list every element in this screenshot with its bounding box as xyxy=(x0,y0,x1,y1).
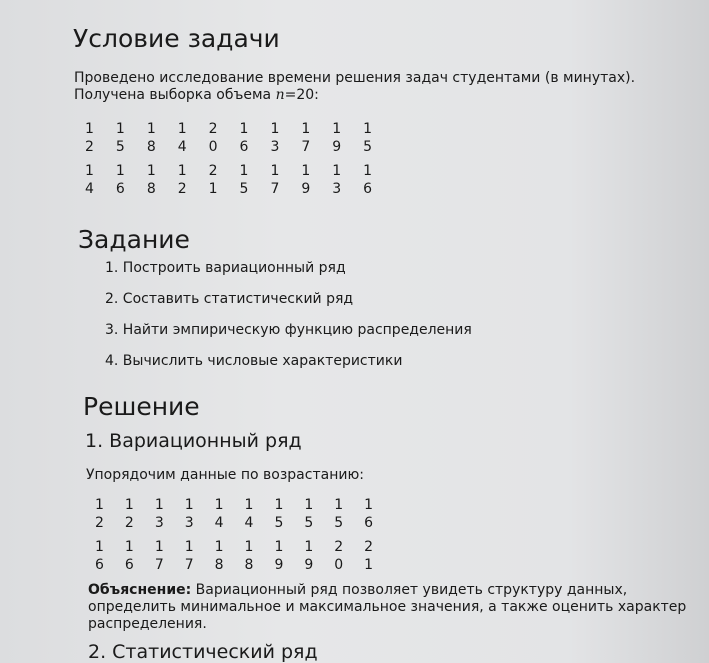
number-cell: 15 xyxy=(304,497,314,531)
number-cell: 19 xyxy=(274,539,284,573)
task-item: 1. Построить вариационный ряд xyxy=(105,260,346,276)
sample-table xyxy=(85,120,372,198)
task-item: 4. Вычислить числовые характеристики xyxy=(105,353,403,369)
number-cell: 15 xyxy=(334,497,344,531)
number-cell: 19 xyxy=(332,121,342,155)
number-cell: 14 xyxy=(214,497,224,531)
task-item: 2. Составить статистический ряд xyxy=(105,291,354,307)
number-cell: 21 xyxy=(364,539,374,573)
condition-text xyxy=(74,70,709,104)
section-statistical-series: 2. Статистический ряд xyxy=(88,641,318,663)
number-cell: 20 xyxy=(208,121,218,155)
number-cell: 14 xyxy=(244,497,254,531)
number-cell: 15 xyxy=(115,121,125,155)
number-cell: 14 xyxy=(85,163,94,197)
number-cell: 12 xyxy=(85,121,94,155)
number-cell: 16 xyxy=(95,539,104,573)
number-cell: 12 xyxy=(177,163,187,197)
number-cell: 19 xyxy=(304,539,314,573)
number-row xyxy=(95,496,373,532)
n-label: n xyxy=(275,87,285,103)
task-title: Задание xyxy=(78,225,190,254)
number-cell: 17 xyxy=(154,539,164,573)
number-cell: 19 xyxy=(301,163,311,197)
task-list xyxy=(105,260,472,384)
number-cell: 16 xyxy=(363,163,373,197)
sort-intro: Упорядочим данные по возрастанию: xyxy=(86,467,364,483)
number-cell: 12 xyxy=(124,497,134,531)
number-row xyxy=(85,120,372,156)
explanation-label: Объяснение: xyxy=(88,582,192,598)
number-cell: 18 xyxy=(146,163,156,197)
number-row xyxy=(95,538,373,574)
number-cell: 18 xyxy=(214,539,224,573)
n-value: =20: xyxy=(284,87,319,103)
condition-title: Условие задачи xyxy=(73,24,280,53)
number-cell: 17 xyxy=(301,121,311,155)
number-cell: 13 xyxy=(154,497,164,531)
number-cell: 13 xyxy=(270,121,280,155)
condition-line1: Проведено исследование времени решения задач студентами (в минутах). xyxy=(74,70,636,86)
number-cell: 15 xyxy=(274,497,284,531)
number-cell: 13 xyxy=(332,163,342,197)
number-cell: 17 xyxy=(184,539,194,573)
number-row xyxy=(85,162,372,198)
explanation xyxy=(88,582,688,633)
number-cell: 15 xyxy=(239,163,249,197)
number-cell: 16 xyxy=(115,163,125,197)
task-item: 3. Найти эмпирическую функцию распределения xyxy=(105,322,472,338)
number-cell: 21 xyxy=(208,163,218,197)
number-cell: 15 xyxy=(363,121,373,155)
number-cell: 20 xyxy=(334,539,344,573)
explanation-text: Вариационный ряд позволяет увидеть структуру данных, определить минимальное и максимальное значения, а также оценить характер распределения. xyxy=(88,582,687,632)
number-cell: 18 xyxy=(146,121,156,155)
number-cell: 13 xyxy=(184,497,194,531)
number-cell: 12 xyxy=(95,497,104,531)
number-cell: 16 xyxy=(239,121,249,155)
number-cell: 16 xyxy=(364,497,374,531)
number-cell: 16 xyxy=(124,539,134,573)
condition-line2: Получена выборка объема xyxy=(74,87,276,103)
sorted-table xyxy=(95,496,373,574)
number-cell: 18 xyxy=(244,539,254,573)
section-variation-series: 1. Вариационный ряд xyxy=(85,430,302,452)
number-cell: 17 xyxy=(270,163,280,197)
solution-title: Решение xyxy=(83,392,200,421)
number-cell: 14 xyxy=(177,121,187,155)
